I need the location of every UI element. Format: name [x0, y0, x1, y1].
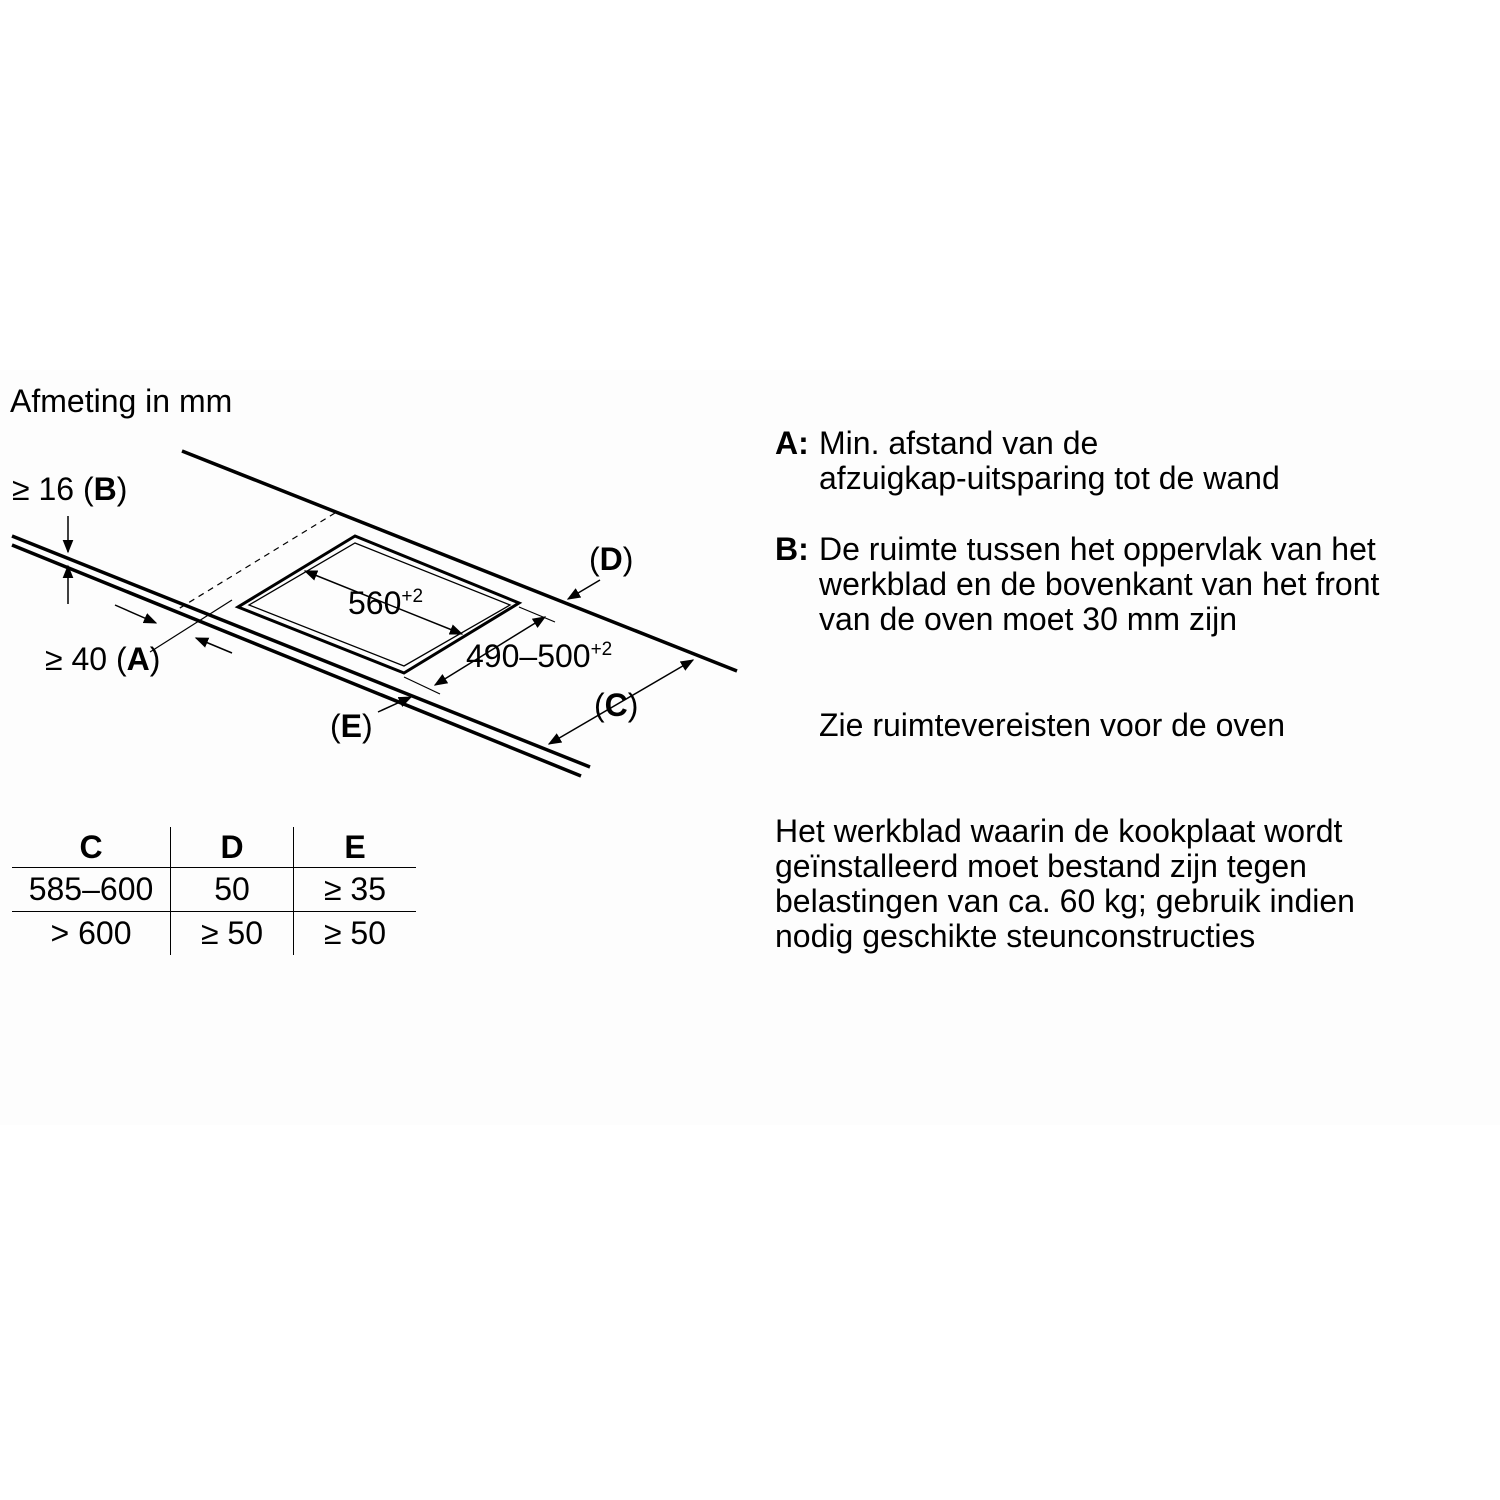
note-b-label: B:: [775, 531, 809, 567]
units-title: Afmeting in mm: [10, 383, 233, 419]
table-cell: ≥ 50: [171, 912, 294, 956]
dim-d-label: (D): [589, 541, 634, 577]
depth-extension-line: [519, 607, 555, 622]
worktop-note: [775, 814, 1465, 954]
a-arrow-left: [115, 605, 156, 623]
worktop-note-line: Het werkblad waarin de kookplaat wordt: [775, 813, 1343, 849]
note-b-line: werkblad en de bovenkant van het front: [819, 566, 1380, 602]
note-a-line: afzuigkap-uitsparing tot de wand: [819, 460, 1280, 496]
dim-c-label: (C): [594, 687, 639, 723]
table-header-c: C: [12, 827, 171, 868]
depth-extension-line-2: [404, 677, 440, 694]
table-header-row: [12, 827, 416, 868]
table-cell: 50: [171, 868, 294, 912]
worktop-note-line: geïnstalleerd moet bestand zijn tegen: [775, 848, 1307, 884]
d-arrow: [568, 580, 600, 599]
note-a-label: A:: [775, 425, 809, 461]
dim-a-label: ≥ 40 (A): [45, 641, 161, 677]
oven-note: Zie ruimtevereisten voor de oven: [819, 707, 1285, 743]
depth-dim-label: $490-500^{+2}$: [466, 638, 613, 674]
worktop-note-line: belastingen van ca. 60 kg; gebruik indien: [775, 883, 1355, 919]
table-row: [12, 868, 416, 912]
table-cell: ≥ 50: [294, 912, 417, 956]
table-header-e: E: [294, 827, 417, 868]
a-arrow-right: [196, 638, 232, 653]
table-cell: > 600: [50, 915, 132, 951]
table-header-d: D: [171, 827, 294, 868]
note-a-line: Min. afstand van de: [819, 425, 1099, 461]
dim-b-label: ≥ 16 (B): [12, 471, 128, 507]
width-dim-label: $560^{+2}$: [348, 585, 424, 621]
dim-e-label: (E): [330, 708, 373, 744]
table-cell: ≥ 35: [294, 868, 417, 912]
note-b-line: De ruimte tussen het oppervlak van het: [819, 531, 1376, 567]
note-b-line: van de oven moet 30 mm zijn: [819, 601, 1237, 637]
table-row: [12, 912, 416, 956]
worktop-note-line: nodig geschikte steunconstructies: [775, 918, 1256, 954]
table-cell: 585–600: [12, 868, 171, 912]
clearance-table: [12, 827, 416, 955]
